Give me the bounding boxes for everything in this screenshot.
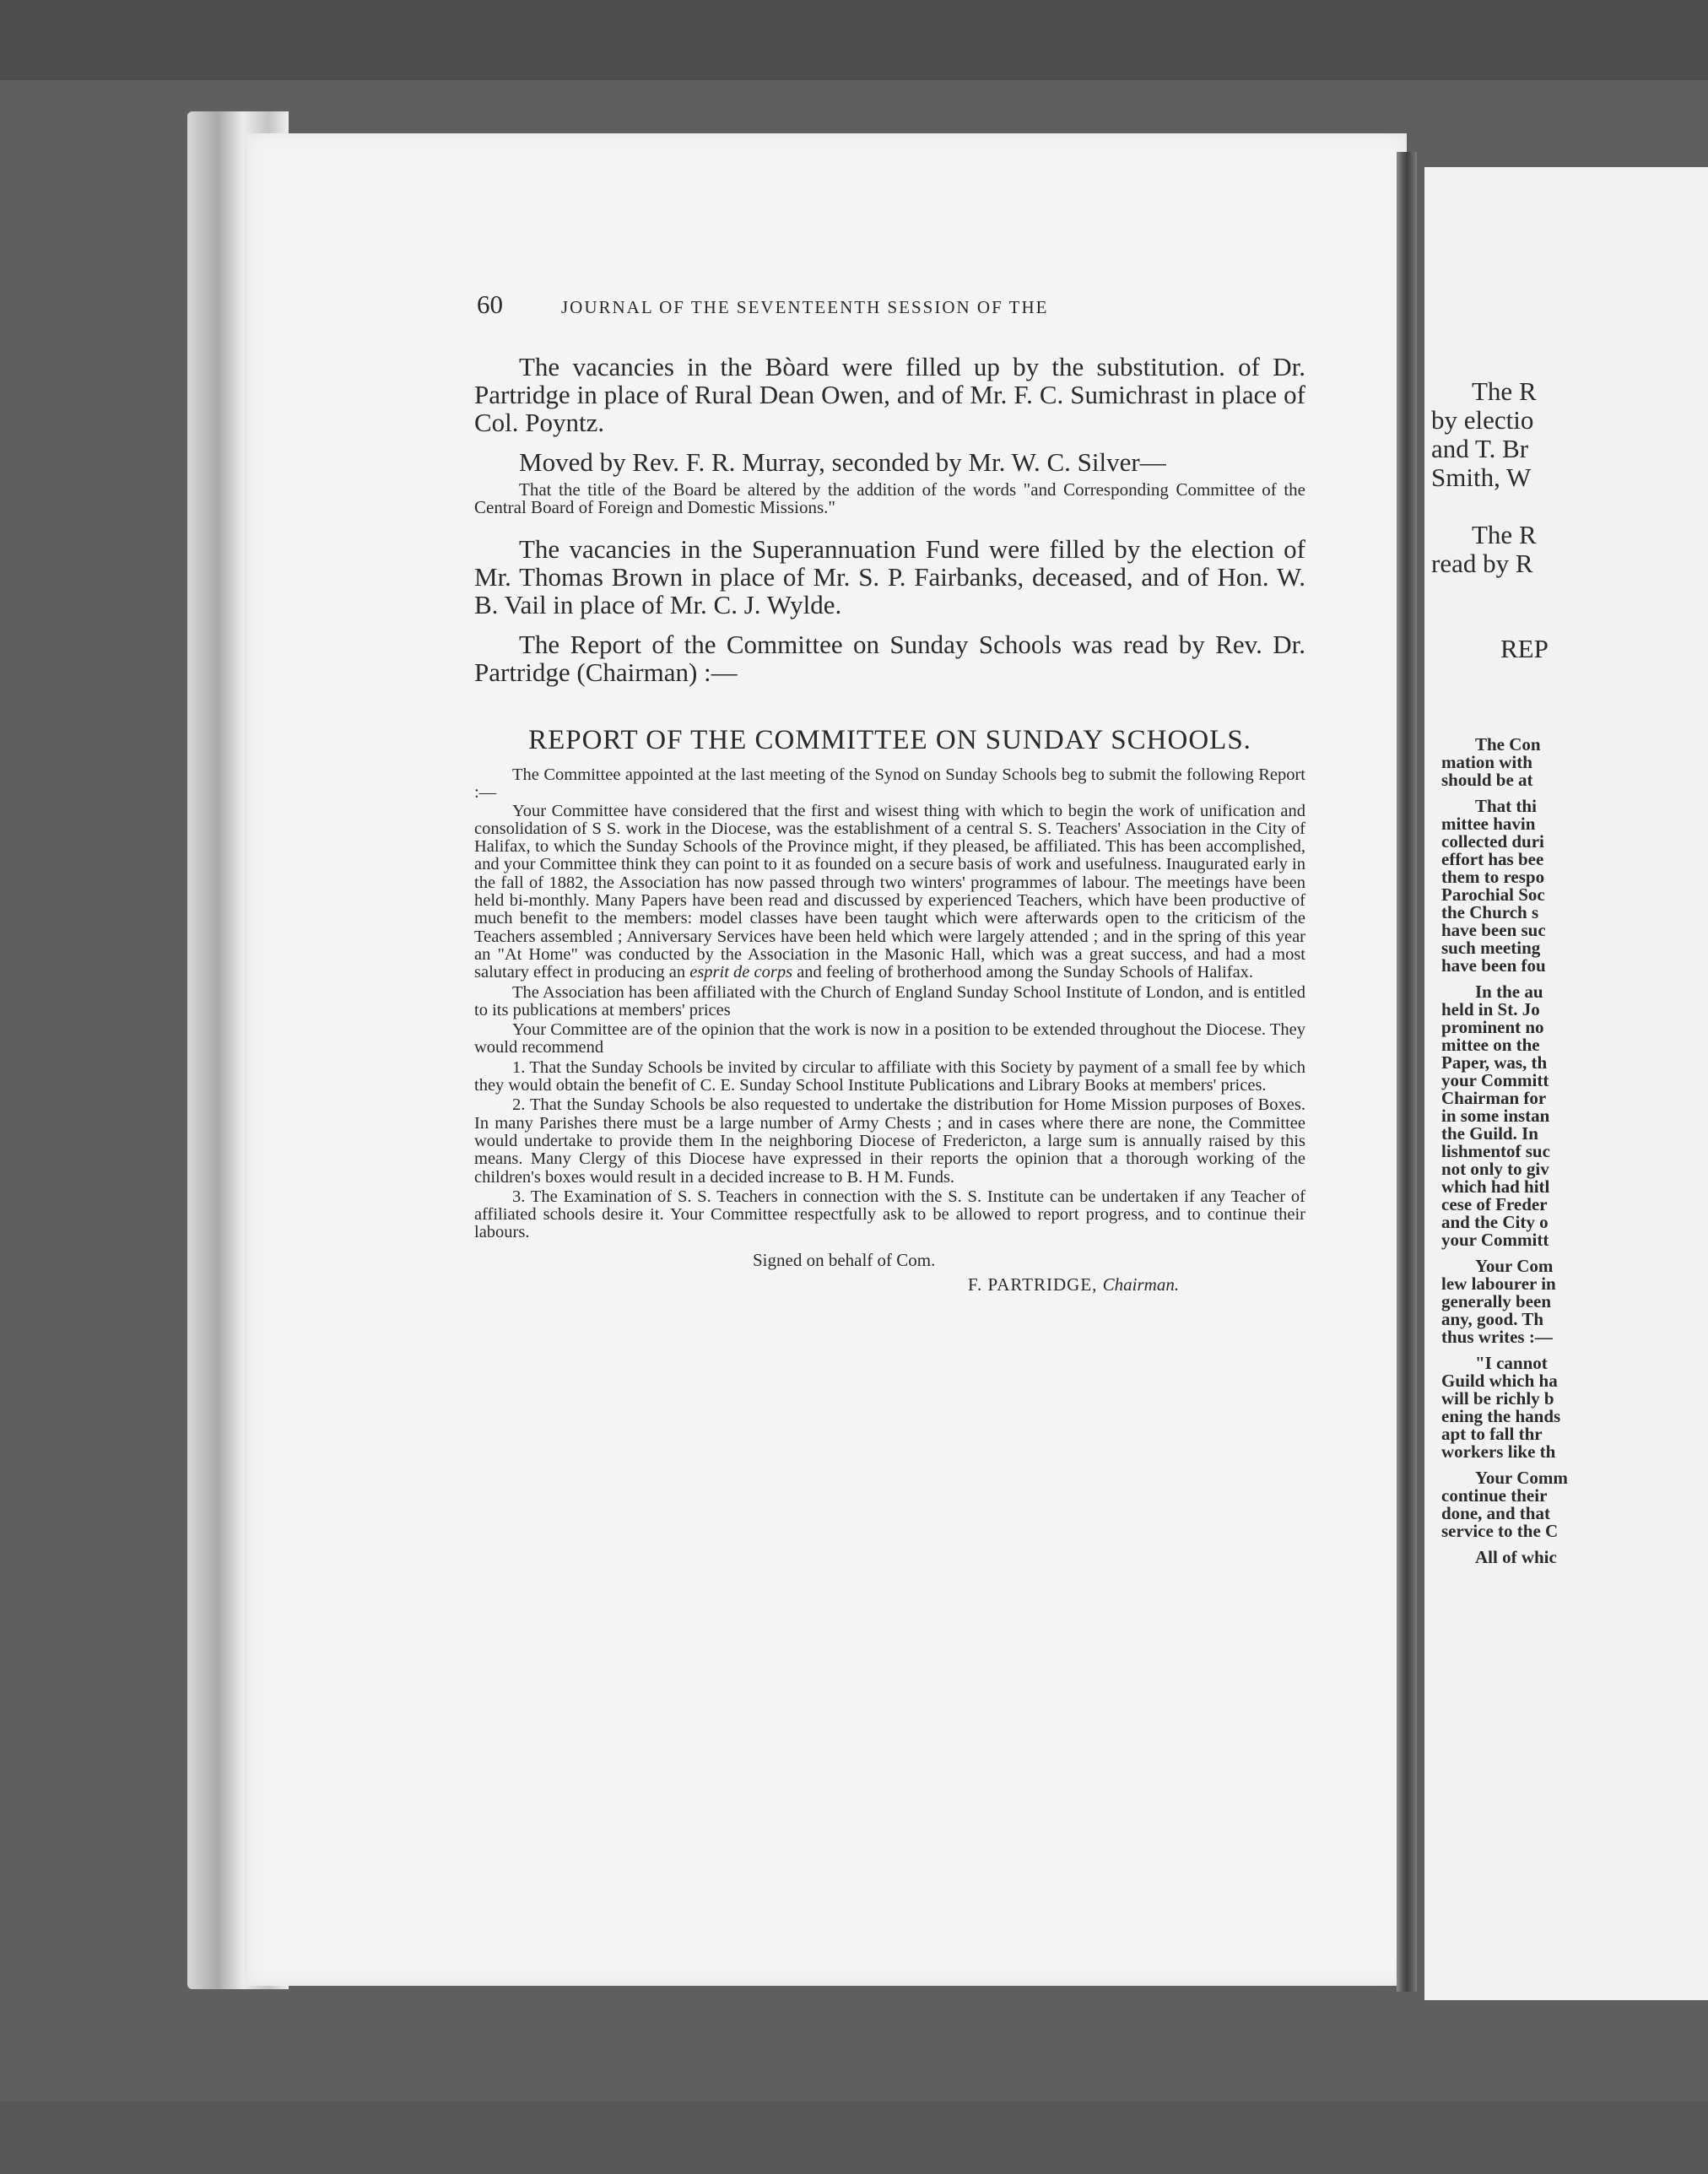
left-page-content (474, 353, 1305, 1296)
motion-line: Moved by Rev. F. R. Murray, seconded by Mr. W. C. Silver— (519, 447, 1166, 477)
right-page-line: apt to fall thr (1441, 1424, 1543, 1444)
right-page-line: have been fou (1441, 955, 1546, 976)
right-page-line: any, good. Th (1441, 1309, 1544, 1329)
right-page-line: by electio (1431, 405, 1534, 435)
right-page-line: lew labourer in (1441, 1274, 1556, 1294)
right-page-line: REP (1500, 634, 1549, 663)
right-page-line: which had hitl (1441, 1176, 1550, 1197)
right-page-line: effort has bee (1441, 849, 1544, 869)
right-page-line: The R (1472, 376, 1537, 406)
right-page-line: lishmentof suc (1441, 1141, 1550, 1161)
right-page-line: in some instan (1441, 1106, 1550, 1126)
report-association-end: and feeling of brotherhood among the Sunday Schools of Halifax. (792, 963, 1254, 982)
signature-title: Chairman. (1102, 1274, 1180, 1295)
paragraph-superannuation: The vacancies in the Superannuation Fund were filled by the election of Mr. Thomas Brown in place of Mr. S. P. Fairbanks, deceased, and of Hon. W. B. Vail in place of Mr. C. J. Wylde. (474, 534, 1305, 619)
right-page-line: your Committ (1441, 1070, 1549, 1090)
right-page-line: such meeting (1441, 938, 1541, 958)
right-page-line: and T. Br (1431, 434, 1529, 463)
right-page-line: Guild which ha (1441, 1371, 1558, 1391)
right-page-line: The Con (1475, 734, 1541, 754)
report-italic-phrase: esprit de corps (689, 963, 793, 982)
report-recommendation-1: 1. That the Sunday Schools be invited by circular to affiliate with this Society by payment of a small fee by which they would obtain the benefit of C. E. Sunday School Institute Publications and Library Books at members' prices. (474, 1057, 1305, 1095)
report-paragraph-association (474, 803, 1305, 982)
motion-text: That the title of the Board be altered by the addition of the words "and Corresponding Committee of the Central Board of Foreign and Domestic Missions." (474, 479, 1305, 517)
running-head: JOURNAL OF THE SEVENTEENTH SESSION OF THE (561, 297, 1049, 317)
right-page-line: your Committ (1441, 1230, 1549, 1250)
right-page-line: Smith, W (1431, 462, 1532, 492)
right-page-line: mation with (1441, 752, 1532, 772)
right-page-line: All of whic (1475, 1547, 1557, 1567)
right-page-line: collected duri (1441, 831, 1544, 852)
signed-line: Signed on behalf of Com. (753, 1249, 936, 1270)
right-page-line: will be richly b (1441, 1388, 1554, 1409)
signature-name: F. PARTRIDGE, (968, 1274, 1098, 1295)
report-paragraph-opinion: Your Committee are of the opinion that the work is now in a position to be extended throughout the Diocese. They would recommend (474, 1020, 1305, 1057)
right-page-line: the Guild. In (1441, 1123, 1538, 1144)
right-page-line: Paper, was, th (1441, 1052, 1548, 1073)
right-page-line: thus writes :— (1441, 1327, 1553, 1347)
report-paragraph-affiliated: The Association has been affiliated with the Church of England Sunday School Institute of London, and is entitled to its publications at members' prices (474, 982, 1305, 1019)
scanner-background-bottom (0, 2101, 1708, 2174)
book-gutter (1397, 152, 1417, 1992)
right-page-line: and the City o (1441, 1212, 1549, 1232)
scanner-background-top (0, 0, 1708, 80)
right-page-line: continue their (1441, 1485, 1548, 1506)
right-page-line: have been suc (1441, 920, 1546, 940)
right-page-line: "I cannot (1475, 1353, 1548, 1373)
right-page-line: Chairman for (1441, 1088, 1547, 1108)
page-header (477, 289, 1236, 323)
right-page-line: Your Comm (1475, 1468, 1568, 1488)
right-page-line: cese of Freder (1441, 1194, 1548, 1214)
right-page-line: held in St. Jo (1441, 999, 1540, 1019)
paragraph-report-read: The Report of the Committee on Sunday Schools was read by Rev. Dr. Partridge (Chairman) :— (474, 630, 1305, 687)
right-page-line: The R (1472, 520, 1537, 549)
right-page-line: the Church s (1441, 902, 1539, 922)
right-page (1424, 167, 1708, 2000)
right-page-line: done, and that (1441, 1503, 1550, 1523)
right-page-line: generally been (1441, 1291, 1552, 1311)
right-page-line: them to respo (1441, 867, 1545, 887)
signature (474, 1273, 1305, 1296)
right-page-line: mittee on the (1441, 1035, 1540, 1055)
right-page-line: ening the hands (1441, 1406, 1561, 1426)
right-page-line: not only to giv (1441, 1159, 1549, 1179)
report-title: REPORT OF THE COMMITTEE ON SUNDAY SCHOOLS. (528, 725, 1251, 755)
report-paragraph-intro: The Committee appointed at the last meeting of the Synod on Sunday Schools beg to submit the following Report :— (474, 765, 1305, 803)
right-page-line: mittee havin (1441, 814, 1536, 834)
right-page-line: Parochial Soc (1441, 884, 1545, 905)
right-page-line: should be at (1441, 770, 1533, 790)
page-number: 60 (477, 289, 503, 319)
right-page-line: read by R (1431, 549, 1533, 578)
right-page-line: That thi (1475, 796, 1537, 816)
right-page-line: In the au (1475, 982, 1543, 1002)
right-page-line: service to the C (1441, 1521, 1559, 1541)
report-recommendation-3: 3. The Examination of S. S. Teachers in connection with the S. S. Institute can be undertaken if any Teacher of affiliated schools desire it. Your Committee respectfully ask to be allowed to report progress, and to continue their labours. (474, 1187, 1305, 1242)
report-association-text: Your Committee have considered that the first and wisest thing with which to begin the work of unification and consolidation of S S. work in the Diocese, was the establishment of a central S. S. Teachers' Association in the City of Halifax, to which the Sunday Schools of the Province might, if they pleased, be affiliated. This has been accomplished, and your Committee think they can point to it as founded on a secure basis of work and usefulness. Inaugurated early in the fall of 1882, the Association has now passed through two winters' programmes of labour. The meetings have been held bi-monthly. Many Papers have been read and discussed by experienced Teachers, which have been productive of much benefit to the members: model classes have been taught which were afterwards open to the criticism of the Teachers assembled ; Anniversary Services have been held which were largely attended ; and in the spring of this year an "At Home" was conducted by the Association in the Masonic Hall, which was a great success, and had a most salutary effect in producing an (474, 801, 1305, 982)
right-page-line: workers like th (1441, 1441, 1556, 1462)
report-recommendation-2: 2. That the Sunday Schools be also requested to undertake the distribution for Home Mission purposes of Boxes. In many Parishes there must be a large number of Army Chests ; and in cases where there are none, the Committee would undertake to provide them In the neighboring Diocese of Fredericton, a large sum is annually raised by this means. Many Clergy of this Diocese have expressed in their reports the opinion that a thorough working of the children's boxes would result in a decided increase to B. H M. Funds. (474, 1095, 1305, 1187)
right-page-line: prominent no (1441, 1017, 1544, 1037)
paragraph-board-vacancies: The vacancies in the Bòard were filled up by the substitution. of Dr. Partridge in place of Rural Dean Owen, and of Mr. F. C. Sumichrast in place of Col. Poyntz. (474, 352, 1305, 437)
right-page-line: Your Com (1475, 1256, 1554, 1276)
